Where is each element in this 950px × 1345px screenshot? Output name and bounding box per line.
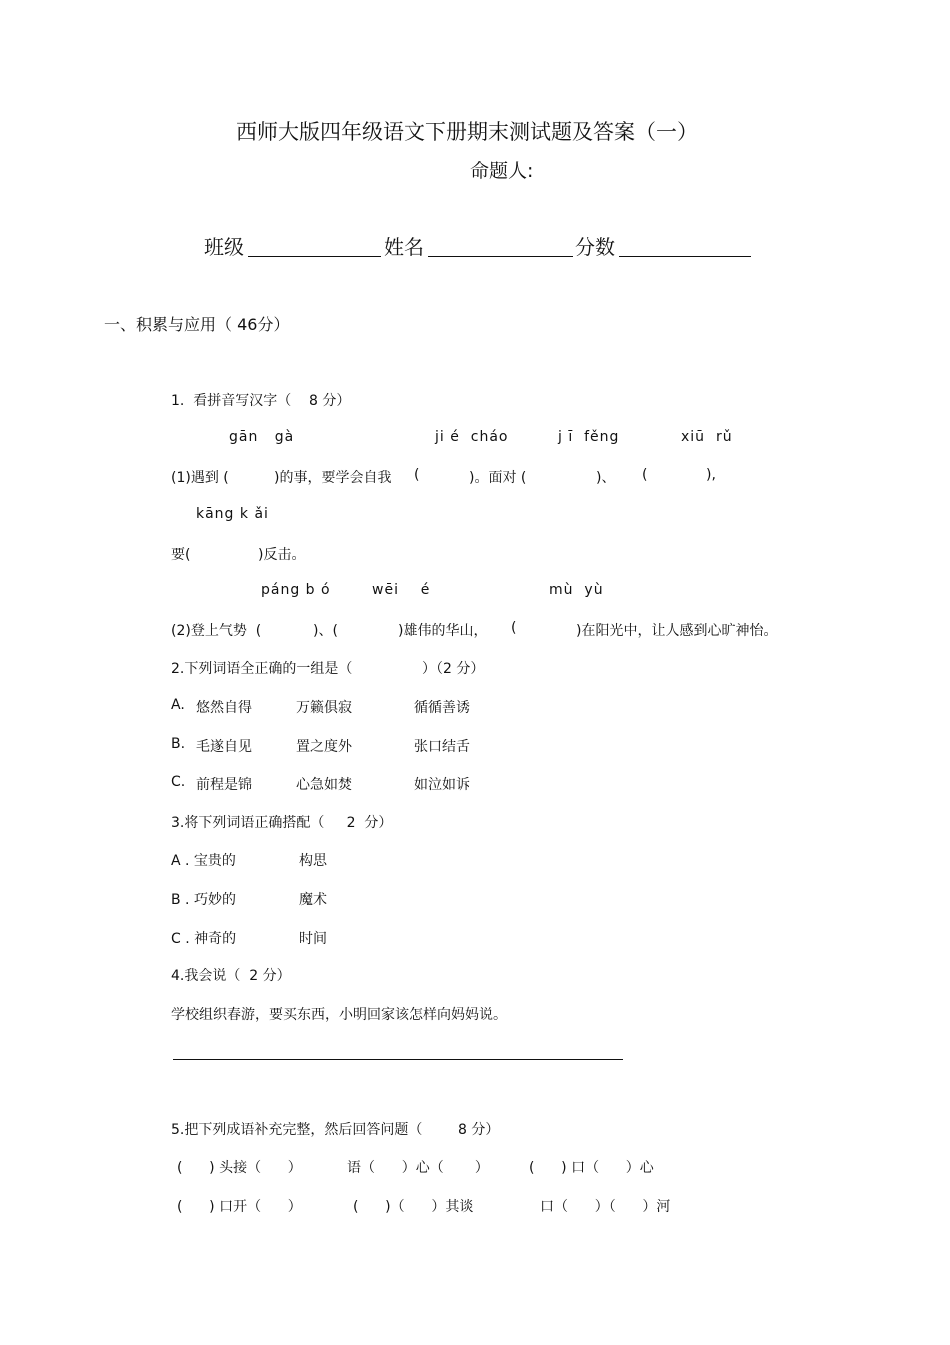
question-text: ( — [511, 620, 517, 636]
score-blank[interactable] — [619, 256, 751, 257]
idiom-blank[interactable]: 口（ ）（ ）河 — [540, 1199, 671, 1215]
option-word: 悠然自得 — [196, 700, 252, 716]
idiom-blank[interactable]: ( ) 口开（ ） — [177, 1199, 302, 1215]
idiom-blank[interactable]: ( )（ ）其谈 — [353, 1199, 474, 1215]
question-text: ), — [706, 467, 716, 483]
question-text: )、 — [596, 470, 616, 486]
question-text: )。面对 ( — [469, 470, 527, 486]
name-label: 姓名 — [384, 235, 424, 259]
question-text: 要( — [171, 547, 191, 563]
page-title: 西师大版四年级语文下册期末测试题及答案（一） — [236, 120, 698, 144]
question-text: )在阳光中，让人感到心旷神怡。 — [576, 623, 778, 639]
question-heading: 2.下列词语全正确的一组是（ — [171, 661, 353, 677]
question-heading-tail: ）（2 分） — [422, 661, 485, 677]
option-word: 如泣如诉 — [414, 777, 470, 793]
question-text: )的事，要学会自我 — [274, 470, 392, 486]
question-prompt: 学校组织春游，要买东西，小明回家该怎样向妈妈说。 — [171, 1007, 507, 1023]
idiom-blank[interactable]: ( ) 口（ ）心 — [529, 1160, 654, 1176]
pinyin: xiū rǔ — [681, 429, 733, 445]
question-text: )反击。 — [258, 547, 306, 563]
class-blank[interactable] — [248, 256, 381, 257]
option-word: 张口结舌 — [414, 739, 470, 755]
section-heading: 一、积累与应用（ 46分） — [104, 315, 290, 334]
question-text: )雄伟的华山， — [398, 623, 488, 639]
match-left[interactable]: B . 巧妙的 — [171, 892, 236, 908]
match-left[interactable]: C . 神奇的 — [171, 931, 237, 947]
name-blank[interactable] — [428, 256, 573, 257]
match-right[interactable]: 时间 — [299, 931, 327, 947]
pinyin: gān gà — [229, 429, 295, 445]
option-word: 心急如焚 — [296, 777, 352, 793]
match-right[interactable]: 构思 — [299, 853, 327, 869]
answer-line[interactable] — [173, 1059, 623, 1060]
pinyin: ji é cháo — [435, 429, 509, 445]
option-word: 前程是锦 — [196, 777, 252, 793]
pinyin: kāng k ǎi — [196, 506, 269, 522]
author-label: 命题人: — [470, 160, 534, 182]
pinyin: mù yù — [549, 582, 604, 598]
option-word: 毛遂自见 — [196, 739, 252, 755]
option-word: 万籁俱寂 — [296, 700, 352, 716]
question-heading: 1. 看拼音写汉字（ 8 分） — [171, 393, 351, 409]
pinyin: wēi é — [372, 582, 431, 598]
question-text: ( — [642, 467, 648, 483]
option-word: 置之度外 — [296, 739, 352, 755]
question-heading: 3.将下列词语正确搭配（ 2 分） — [171, 815, 393, 831]
question-text: (2)登上气势 ( — [171, 623, 262, 639]
question-text: (1)遇到 ( — [171, 470, 229, 486]
option-label[interactable]: B. — [171, 736, 186, 752]
idiom-blank[interactable]: 语（ ）心（ ） — [347, 1160, 489, 1176]
question-text: )、( — [313, 623, 338, 639]
question-text: ( — [414, 467, 420, 483]
option-word: 循循善诱 — [414, 700, 470, 716]
question-heading: 4.我会说（ 2 分） — [171, 968, 291, 984]
pinyin: j ī fěng — [558, 429, 620, 445]
match-right[interactable]: 魔术 — [299, 892, 327, 908]
match-left[interactable]: A . 宝贵的 — [171, 853, 236, 869]
option-label[interactable]: C. — [171, 774, 186, 790]
option-label[interactable]: A. — [171, 697, 185, 713]
score-label: 分数 — [575, 235, 615, 259]
class-label: 班级 — [204, 235, 244, 259]
question-heading: 5.把下列成语补充完整，然后回答问题（ 8 分） — [171, 1122, 500, 1138]
idiom-blank[interactable]: ( ) 头接（ ） — [177, 1160, 302, 1176]
pinyin: páng b ó — [261, 582, 331, 598]
